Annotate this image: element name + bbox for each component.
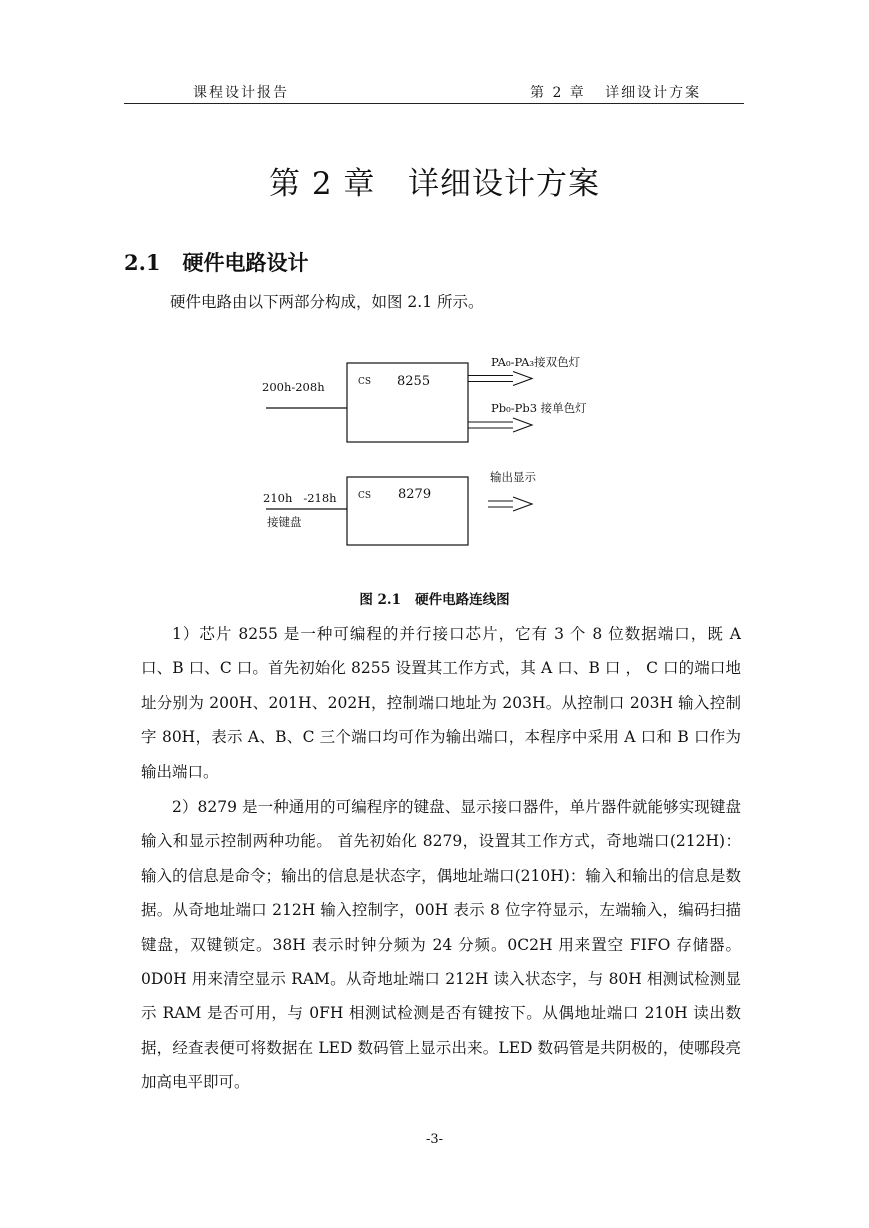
section-intro: 硬件电路由以下两部分构成，如图 2.1 所示。 — [170, 293, 484, 311]
chip-8279-output-label: 输出显示 — [490, 470, 536, 484]
chip-8255-cs: CS — [358, 377, 372, 387]
chip-8255-input-label: 200h-208h — [262, 380, 325, 394]
hardware-circuit-diagram — [0, 340, 869, 580]
chip-8255-output-a-arrow — [468, 372, 532, 386]
chip-8279-name: 8279 — [398, 487, 432, 502]
header-rule — [124, 103, 744, 104]
page-number: -3- — [425, 1132, 444, 1147]
chip-8255-output-b-label: Pb₀-Pb3 接单色灯 — [491, 401, 587, 415]
chapter-title: 第 2 章 详细设计方案 — [269, 166, 600, 202]
chip-8279-input-sublabel: 接键盘 — [267, 515, 302, 529]
figure-caption: 图 2.1 硬件电路连线图 — [359, 592, 510, 608]
header-left-title: 课程设计报告 — [193, 85, 289, 101]
paragraph-8279: 2）8279 是一种通用的可编程序的键盘、显示接口器件，单片器件就能够实现键盘输入和显示控制两种功能。 首先初始化 8279，设置其工作方式，奇地端口(212H)：输入的信息是命令；输出的信息是状态字，偶地址端口(210H)：输入和输出的信息是数据。从奇地址端口 212H 输入控制字，00H 表示 8 位字符显示，左端输入，编码扫描键盘，双键锁定。38H 表示时钟分频为 24 分频。0C2H 用来置空 FIFO 存储器。0D0H 用来清空显示 RAM。从奇地址端口 212H 读入状态字，与 80H 相测试检测显示 RAM 是否可用，与 0FH 相测试检测是否有键按下。从偶地址端口 210H 读出数据，经查表便可将数据在 LED 数码管上显示出来。LED 数码管是共阴极的，使哪段亮加高电平即可。 — [141, 798, 741, 1092]
chip-8255-name: 8255 — [397, 374, 431, 389]
chip-8279-input-label: 210h -218h — [263, 491, 337, 505]
section-heading: 2.1 硬件电路设计 — [124, 250, 309, 275]
chip-8279-cs: CS — [358, 491, 372, 501]
chip-8255-output-a-label: PA₀-PA₃接双色灯 — [491, 355, 581, 369]
header-right-title: 第 2 章 详细设计方案 — [530, 85, 702, 101]
paragraph-8255: 1）芯片 8255 是一种可编程的并行接口芯片，它有 3 个 8 位数据端口，既 A 口、B 口、C 口。首先初始化 8255 设置其工作方式，其 A 口、B 口 ， C 口的端口地址分别为 200H、201H、202H，控制端口地址为 203H。从控制口 203H 输入控制字 80H，表示 A、B、C 三个端口均可作为输出端口，本程序中采用 A 口和 B 口作为输出端口。 — [141, 625, 741, 781]
chip-8255-output-b-arrow — [468, 418, 532, 432]
chip-8279-output-arrow — [488, 497, 532, 511]
